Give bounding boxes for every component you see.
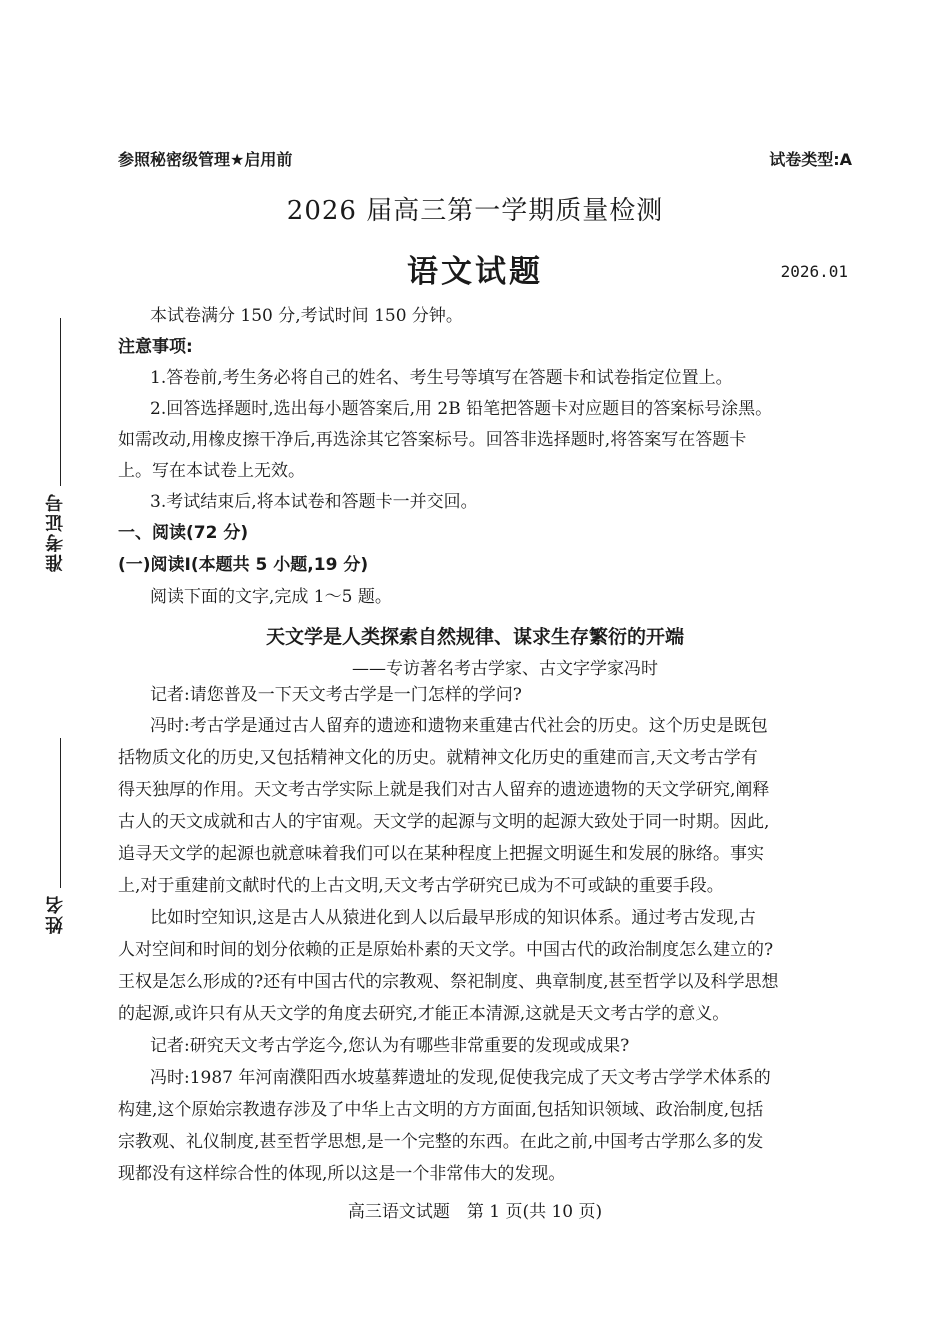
notice-item-2-line2: 如需改动,用橡皮擦干净后,再选涂其它答案标号。回答非选择题时,将答案写在答题卡 <box>118 430 747 450</box>
name-label: 姓名 <box>45 894 66 934</box>
article-line: 得天独厚的作用。天文考古学实际上就是我们对古人留弃的遗迹遗物的天文学研究,阐释 <box>118 780 770 800</box>
article-line: 构建,这个原始宗教遗存涉及了中华上古文明的方方面面,包括知识领域、政治制度,包括 <box>118 1100 764 1120</box>
subject-title: 语文试题 <box>407 254 543 290</box>
article-line: 记者:请您普及一下天文考古学是一门怎样的学问? <box>150 685 522 705</box>
article-title: 天文学是人类探索自然规律、谋求生存繁衍的开端 <box>265 626 684 648</box>
section-sub-heading: (一)阅读Ⅰ(本题共 5 小题,19 分) <box>118 555 369 575</box>
article-line: 记者:研究天文考古学迄今,您认为有哪些非常重要的发现或成果? <box>150 1036 630 1056</box>
article-line: 人对空间和时间的划分依赖的正是原始朴素的天文学。中国古代的政治制度怎么建立的? <box>118 940 774 960</box>
article-line: 宗教观、礼仪制度,甚至哲学思想,是一个完整的东西。在此之前,中国考古学那么多的发 <box>118 1132 764 1152</box>
article-line: 王权是怎么形成的?还有中国古代的宗教观、祭祀制度、典章制度,甚至哲学以及科学思想 <box>118 972 779 992</box>
article-line: 冯时:考古学是通过古人留弃的遗迹和遗物来重建古代社会的历史。这个历史是既包 <box>150 716 768 736</box>
paper-type: 试卷类型:A <box>769 150 852 169</box>
exam-title: 2026 届高三第一学期质量检测 <box>286 196 664 226</box>
page-footer: 高三语文试题 第 1 页(共 10 页) <box>347 1202 603 1222</box>
article-line: 上,对于重建前文献时代的上古文明,天文考古学研究已成为不可或缺的重要手段。 <box>118 876 724 896</box>
article-line: 追寻天文学的起源也就意味着我们可以在某种程度上把握文明诞生和发展的脉络。事实 <box>118 844 764 864</box>
reading-prompt: 阅读下面的文字,完成 1～5 题。 <box>150 587 392 607</box>
exam-date: 2026.01 <box>780 262 848 281</box>
exam-number-label: 准考证号 <box>45 492 66 572</box>
article-line: 比如时空知识,这是古人从猿进化到人以后最早形成的知识体系。通过考古发现,古 <box>150 908 756 928</box>
notice-heading: 注意事项: <box>118 337 193 357</box>
section-heading: 一、阅读(72 分) <box>118 523 249 543</box>
exam-number-line <box>60 318 61 486</box>
notice-item-1: 1.答卷前,考生务必将自己的姓名、考生号等填写在答题卡和试卷指定位置上。 <box>150 368 733 388</box>
name-line <box>60 738 61 888</box>
secrecy-level: 参照秘密级管理★启用前 <box>118 150 293 169</box>
article-line: 冯时:1987 年河南濮阳西水坡墓葬遗址的发现,促使我完成了天文考古学学术体系的 <box>150 1068 771 1088</box>
article-line: 现都没有这样综合性的体现,所以这是一个非常伟大的发现。 <box>118 1164 566 1184</box>
article-line: 的起源,或许只有从天文学的角度去研究,才能正本清源,这就是天文考古学的意义。 <box>118 1004 730 1024</box>
exam-intro: 本试卷满分 150 分,考试时间 150 分钟。 <box>150 306 463 326</box>
article-line: 括物质文化的历史,又包括精神文化的历史。就精神文化历史的重建而言,天文考古学有 <box>118 748 758 768</box>
notice-item-3: 3.考试结束后,将本试卷和答题卡一并交回。 <box>150 492 478 512</box>
article-subtitle: ——专访著名考古学家、古文字学家冯时 <box>352 659 658 679</box>
notice-item-2-line3: 上。写在本试卷上无效。 <box>118 461 305 481</box>
notice-item-2-line1: 2.回答选择题时,选出每小题答案后,用 2B 铅笔把答题卡对应题目的答案标号涂黑。 <box>150 399 773 419</box>
article-line: 古人的天文成就和古人的宇宙观。天文学的起源与文明的起源大致处于同一时期。因此, <box>118 812 770 832</box>
